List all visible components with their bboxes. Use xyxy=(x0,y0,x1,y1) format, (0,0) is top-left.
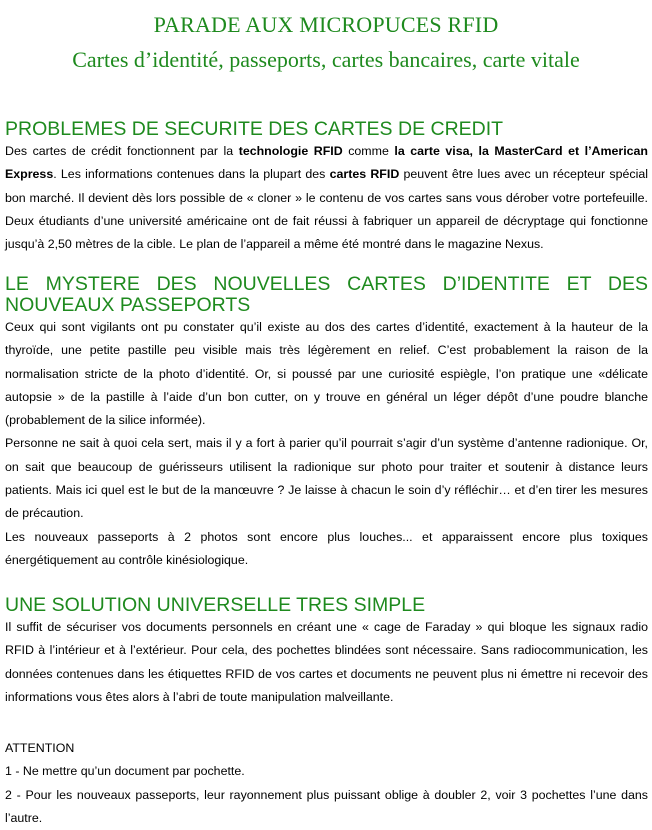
bold-text: technologie RFID xyxy=(238,144,343,158)
text-run: Des cartes de crédit fonctionnent par la xyxy=(5,144,239,158)
text-run: . Les informations contenues dans la plupart des xyxy=(53,167,330,182)
section-heading: UNE SOLUTION UNIVERSELLE TRES SIMPLE xyxy=(5,594,426,616)
document-subtitle: Cartes d’identité, passeports, cartes bancaires, carte vitale xyxy=(72,47,580,72)
attention-label: ATTENTION xyxy=(5,741,75,755)
attention-item: 1 - Ne mettre qu’un document par pochette. xyxy=(5,764,245,779)
text-run: peuvent être lues avec un récepteur spécial bon marché. Il devient dès lors possible de « cloner » le contenu de vos cartes sans vous dérober votre portefeuille. Deux étudiants d’une université américaine ont de fait réussi à fabriquer un appareil de décryptage qui fonctionne jusqu’à 2,50 mètres de la cible. Le plan de l’appareil a même été montré dans le magazine Nexus. xyxy=(5,167,648,252)
document-title: PARADE AUX MICROPUCES RFID xyxy=(153,12,499,37)
section-id-cards-passports xyxy=(5,274,648,572)
section-heading: PROBLEMES DE SECURITE DES CARTES DE CREDIT xyxy=(5,118,504,140)
paragraph: Ceux qui sont vigilants ont pu constater qu’il existe au dos des cartes d’identité, exactement à la hauteur de la thyroïde, une petite pastille peu visible mais très légèrement en relief. C’est probablement la raison de la normalisation stricte de la photo d’identité. Or, si poussé par une curiosité espiègle, l’on pratique une «délicate autopsie » de la pastille à l’aide d’un bon cutter, on y trouve en général un léger dépôt d’une poudre blanche (probablement de la silice informée). xyxy=(5,320,648,428)
section-universal-solution xyxy=(5,595,648,709)
paragraph: Les nouveaux passeports à 2 photos sont encore plus louches... et apparaissent encore plus toxiques énergétiquement au contrôle kinésiologique. xyxy=(5,529,648,567)
section-credit-cards xyxy=(5,119,648,256)
paragraph: Personne ne sait à quoi cela sert, mais il y a fort à parier qu’il pourrait s’agir d’un système d’antenne radionique. Or, on sait que beaucoup de guérisseurs utilisent la radionique sur photo pour traiter et soutenir à distance leurs patients. Mais ici quel est le but de la manœuvre ? Je laisse à chacun le soin d’y réfléchir… et d’en tirer les mesures de précaution. xyxy=(5,436,648,521)
attention-block xyxy=(5,737,648,830)
bold-text: la carte visa, la MasterCard et l’American Express xyxy=(5,144,648,182)
section-heading: LE MYSTERE DES NOUVELLES CARTES D’IDENTITE ET DES NOUVEAUX PASSEPORTS xyxy=(5,273,648,316)
text-run: comme xyxy=(342,144,395,158)
paragraph xyxy=(5,140,648,256)
attention-item: 2 - Pour les nouveaux passeports, leur rayonnement plus puissant oblige à doubler 2, voir 3 pochettes l’une dans l’autre. xyxy=(5,787,648,825)
paragraph: Il suffit de sécuriser vos documents personnels en créant une « cage de Faraday » qui bloque les signaux radio RFID à l’intérieur et à l’extérieur. Pour cela, des pochettes blindées sont nécessaire. Sans radiocommunication, les données contenues dans les étiquettes RFID de vos cartes et documents ne peuvent plus ni émettre ni recevoir des informations vous êtes alors à l’abri de toute manipulation malveillante. xyxy=(5,620,648,704)
bold-text: cartes RFID xyxy=(329,167,400,182)
